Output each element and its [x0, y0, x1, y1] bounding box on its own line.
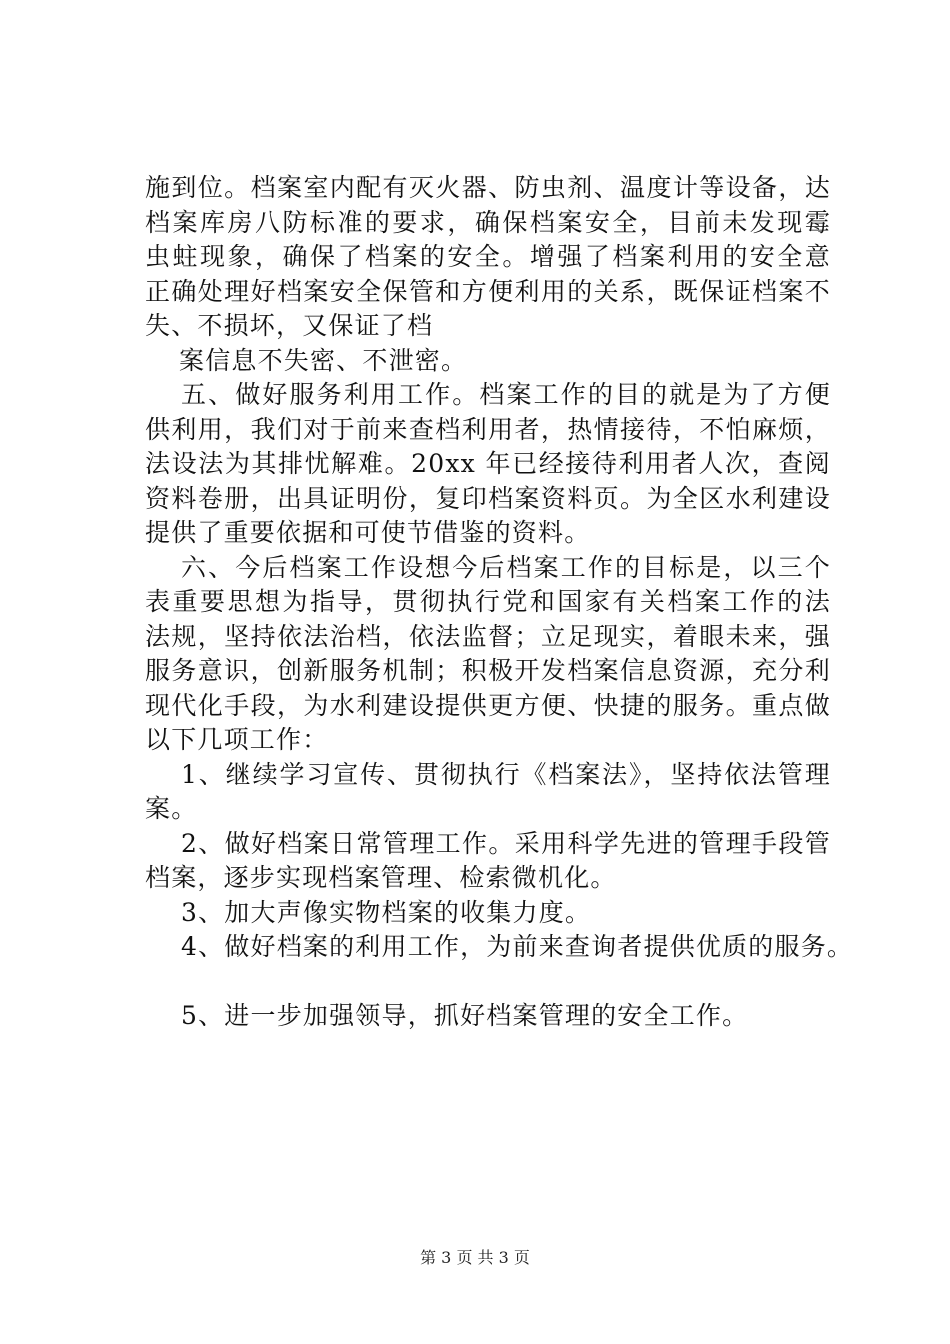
text-line: 供利用，我们对于前来查档利用者，热情接待，不怕麻烦，: [145, 414, 831, 444]
text-line: 法规，坚持依法治档，依法监督；立足现实，着眼未来，强: [145, 621, 831, 651]
list-item-2: 2、做好档案日常管理工作。采用科学先进的管理手段管: [181, 828, 831, 858]
list-item-5: 5、进一步加强领导，抓好档案管理的安全工作。: [181, 1001, 749, 1030]
text-line: 施到位。档案室内配有灭火器、防虫剂、温度计等设备，达: [145, 173, 831, 202]
section-heading-5: 五、做好服务利用工作。档案工作的目的就是为了方便: [181, 380, 831, 409]
text-line: 法设法为其排忧解难。20xx 年已经接待利用者人次，查阅: [145, 449, 831, 478]
list-item-4: 4、做好档案的利用工作，为前来查询者提供优质的服务。: [181, 932, 854, 961]
text-line: 档案，逐步实现档案管理、检索微机化。: [145, 863, 617, 892]
page-footer: 第 3 页 共 3 页: [420, 1248, 530, 1267]
text-line: 表重要思想为指导，贯彻执行党和国家有关档案工作的法: [145, 587, 831, 616]
text-line: 失、不损坏，又保证了档: [145, 311, 434, 340]
section-heading-6: 六、今后档案工作设想今后档案工作的目标是，以三个: [181, 552, 831, 582]
text-line: 案信息不失密、不泄密。: [179, 345, 468, 375]
list-item-1: 1、继续学习宣传、贯彻执行《档案法》，坚持依法管理: [181, 759, 831, 789]
text-line: 现代化手段，为水利建设提供更方便、快捷的服务。重点做: [145, 690, 831, 720]
text-line: 案。: [145, 794, 198, 823]
text-line: 虫蛀现象，确保了档案的安全。增强了档案利用的安全意: [145, 242, 831, 271]
text-line: 档案库房八防标准的要求，确保档案安全，目前未发现霉: [145, 207, 831, 237]
text-line: 资料卷册，出具证明份，复印档案资料页。为全区水利建设: [145, 483, 831, 513]
text-line: 服务意识，创新服务机制；积极开发档案信息资源，充分利: [145, 656, 831, 685]
text-line: 以下几项工作：: [145, 725, 329, 754]
blank-line: [145, 965, 831, 1000]
text-line: 提供了重要依据和可使节借鉴的资料。: [145, 518, 591, 547]
document-body: [145, 171, 854, 1034]
list-item-3: 3、加大声像实物档案的收集力度。: [181, 897, 592, 927]
text-line: 正确处理好档案安全保管和方便利用的关系，既保证档案不: [145, 276, 831, 306]
